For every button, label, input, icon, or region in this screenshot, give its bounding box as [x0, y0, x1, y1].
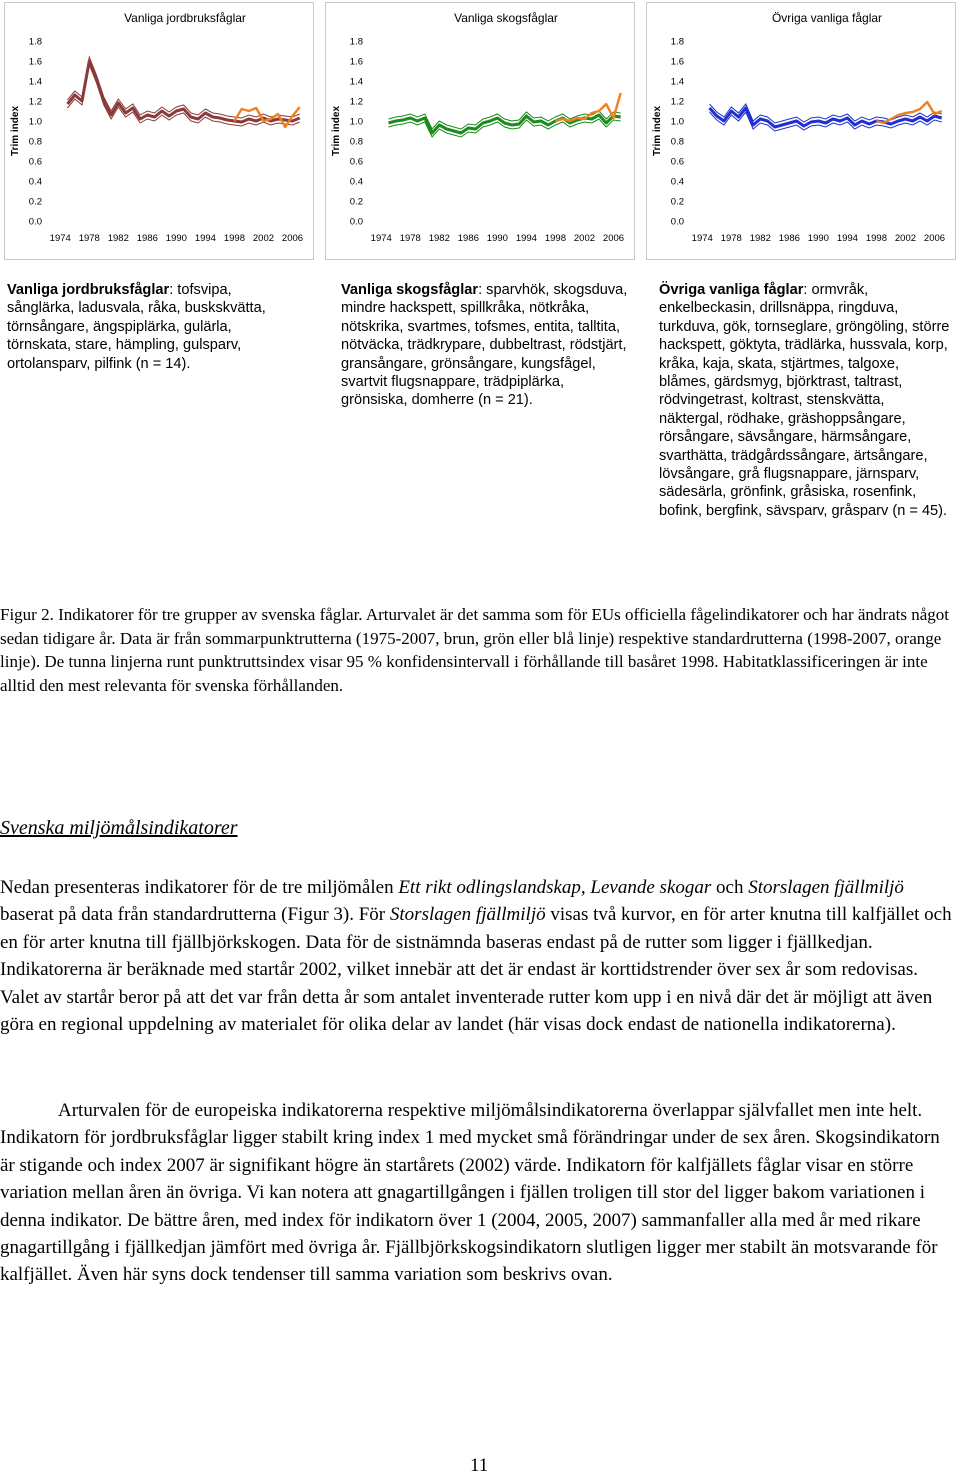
y-tick-label: 1.4	[670, 76, 684, 88]
group-description-farmland	[7, 281, 299, 373]
page-number: 11	[470, 1455, 489, 1476]
group-species: : tofsvipa, sånglärka, ladusvala, råka, buskskvätta, törnsångare, ängspiplärka, gulärla, törnskata, stare, hämpling, gulsparv, ortolansparv, pilfink (n = 14).	[7, 282, 266, 372]
chart-farmland	[5, 3, 313, 259]
y-tick-label: 0.6	[670, 156, 684, 168]
group-description-forest	[341, 281, 633, 410]
y-tick-label: 0.0	[349, 216, 363, 228]
x-tick-label: 1974	[49, 233, 71, 244]
body-paragraph-1	[0, 874, 958, 1038]
x-tick-label: 1986	[457, 233, 479, 244]
y-tick-label: 1.0	[28, 116, 42, 128]
x-tick-label: 1982	[107, 233, 129, 244]
para1-goal-1: Ett rikt odlingslandskap, Levande skogar	[398, 877, 712, 898]
y-tick-label: 1.2	[670, 96, 684, 108]
y-tick-label: 1.8	[670, 36, 684, 48]
para1-text-1: Nedan presenteras indikatorer för de tre miljömålen	[0, 877, 399, 898]
chart-panel-farmland	[4, 2, 314, 260]
x-tick-label: 2002	[252, 233, 275, 244]
chart-panel-forest	[325, 2, 635, 260]
x-tick-label: 1998	[544, 233, 566, 244]
y-tick-label: 0.6	[28, 156, 42, 168]
series-line-point-routes	[710, 108, 942, 127]
y-tick-label: 1.0	[670, 116, 684, 128]
x-tick-label: 1986	[778, 233, 800, 244]
y-tick-label: 0.8	[349, 136, 363, 148]
x-tick-label: 1990	[807, 233, 829, 244]
y-tick-label: 1.2	[28, 96, 42, 108]
x-tick-label: 2006	[602, 233, 625, 244]
x-tick-label: 2006	[923, 233, 946, 244]
x-tick-label: 1978	[720, 233, 742, 244]
x-tick-label: 2002	[573, 233, 596, 244]
y-axis-label: Trim index	[652, 105, 663, 157]
x-tick-label: 1986	[136, 233, 158, 244]
y-tick-label: 0.8	[28, 136, 42, 148]
y-tick-label: 0.2	[670, 196, 684, 208]
x-tick-label: 1978	[399, 233, 421, 244]
y-tick-label: 1.2	[349, 96, 363, 108]
group-species: : sparvhök, skogsduva, mindre hackspett, spillkråka, nötkråka, nötskrika, svartmes, tofsmes, entita, talltita, nötväcka, trädkrypare, dubbeltrast, rödstjärt, gransångare, grönsångare, kungsfågel, svartvit flugsnappare, trädpiplärka, grönsiska, domherre (n = 21).	[341, 282, 628, 409]
y-tick-label: 1.4	[28, 76, 42, 88]
body-paragraph-2: Arturvalen för de europeiska indikatorerna respektive miljömålsindikatorerna överlappar självfallet men inte helt. Indikatorn för jordbruksfåglar ligger stabilt kring index 1 med mycket små förändringar under de sex åren. Skogsindikatorn är stigande och index 2007 är signifikant högre än startårets (2002) värde. Indikatorn för kalfjällets fåglar visar en större variation mellan åren än övriga. Vi kan notera att gnagartillgången i fjällen troligen till stor del ligger bakom variationen i denna indikator. De bättre åren, med index för indikatorn över 1 (2004, 2005, 2007) sammanfaller alla med år med rikare gnagartillgång i fjällkedjan jämfört med övriga år. Fjällbjörkskogsindikatorn slutligen ligger mer stabilt än motsvarande för kalfjället. Även här syns dock tendenser till samma variation som beskrivs ovan.	[0, 1100, 940, 1286]
group-name: Övriga vanliga fåglar	[659, 282, 804, 298]
para1-goal-3: Storslagen fjällmiljö	[389, 904, 546, 926]
para1-goal-2: Storslagen fjällmiljö	[748, 877, 904, 898]
y-tick-label: 0.0	[670, 216, 684, 228]
x-tick-label: 1990	[486, 233, 508, 244]
y-tick-label: 1.8	[28, 36, 42, 48]
group-description-other	[659, 281, 951, 520]
y-tick-label: 1.4	[349, 76, 363, 88]
y-tick-label: 0.2	[28, 196, 42, 208]
y-tick-label: 1.6	[349, 56, 363, 68]
chart-title: Vanliga skogsfåglar	[454, 11, 558, 25]
para1-text-2: och	[711, 877, 749, 898]
x-tick-label: 2002	[894, 233, 917, 244]
chart-title: Vanliga jordbruksfåglar	[124, 11, 246, 25]
y-tick-label: 0.6	[349, 156, 363, 168]
y-tick-label: 0.0	[28, 216, 42, 228]
x-tick-label: 2006	[281, 233, 304, 244]
y-tick-label: 0.4	[670, 176, 684, 188]
x-tick-label: 1982	[749, 233, 771, 244]
x-tick-label: 1998	[223, 233, 245, 244]
figure-caption: Figur 2. Indikatorer för tre grupper av svenska fåglar. Arturvalet är det samma som för EUs officiella fågelindikatorer och har ändrats något sedan tidigare år. Data är från sommarpunktrutterna (1975-2007, brun, grön eller blå linje) respektive standardrutterna (1998-2007, orange linje). De tunna linjerna runt punktruttsindex visar 95 % konfidensintervall i förhållande till basåret 1998. Habitatklassificeringen är inte alltid den mest relevanta för svenska förhållanden.	[0, 605, 949, 695]
y-axis-label: Trim index	[10, 105, 21, 157]
chart-other	[647, 3, 955, 259]
x-tick-label: 1998	[865, 233, 887, 244]
x-tick-label: 1982	[428, 233, 450, 244]
y-tick-label: 0.4	[349, 176, 363, 188]
x-tick-label: 1978	[78, 233, 100, 244]
x-tick-label: 1974	[370, 233, 392, 244]
x-tick-label: 1990	[165, 233, 187, 244]
x-tick-label: 1994	[515, 233, 537, 244]
para1-text-3: baserat på data från standardrutterna (Figur 3). För	[0, 904, 390, 926]
y-tick-label: 1.0	[349, 116, 363, 128]
para1-text-4: visas två kurvor, en för arter knutna till kalfjället och en för arter knutna till fjällbjörkskogen. Data för de sistnämnda baseras endast på de rutter som ligger i fjällkedjan. Indikatorerna är beräknade med startår 2002, vilket innebär att det är endast är korttidstrender över sex år som redovisas. Valet av startår beror på att det var från detta år som antalet inventerade rutter kom upp i en nivå där det är möjligt att även göra en regional uppdelning av materialet för olika delar av landet (här visas dock endast de nationella indikatorerna).	[0, 904, 952, 1036]
y-tick-label: 1.6	[670, 56, 684, 68]
y-tick-label: 1.8	[349, 36, 363, 48]
chart-title: Övriga vanliga fåglar	[771, 11, 883, 25]
y-tick-label: 0.2	[349, 196, 363, 208]
y-tick-label: 0.4	[28, 176, 42, 188]
section-heading: Svenska miljömålsindikatorer	[0, 817, 238, 839]
group-name: Vanliga skogsfåglar	[341, 282, 479, 298]
x-tick-label: 1994	[194, 233, 216, 244]
chart-forest	[326, 3, 634, 259]
x-tick-label: 1994	[836, 233, 858, 244]
y-tick-label: 0.8	[670, 136, 684, 148]
y-axis-label: Trim index	[331, 105, 342, 157]
x-tick-label: 1974	[691, 233, 713, 244]
chart-panel-other	[646, 2, 956, 260]
y-tick-label: 1.6	[28, 56, 42, 68]
group-species: : ormvråk, enkelbeckasin, drillsnäppa, ringduva, turkduva, gök, tornseglare, gröngöling, större hackspett, göktyta, trädlärka, hussvala, korp, kråka, kaja, skata, stjärtmes, talgoxe, blåmes, gärdsmyg, björktrast, taltrast, rödvingetrast, koltrast, stenskvätta, näktergal, rödhake, gräshoppsångare, rörsångare, sävsångare, härmsångare, svarthätta, trädgårdssångare, ärtsångare, lövsångare, grå flugsnappare, järnsparv, sädesärla, grönfink, gråsiska, rosenfink, bofink, bergfink, sävsparv, gråsparv (n = 45).	[659, 282, 950, 519]
group-name: Vanliga jordbruksfåglar	[7, 282, 170, 298]
